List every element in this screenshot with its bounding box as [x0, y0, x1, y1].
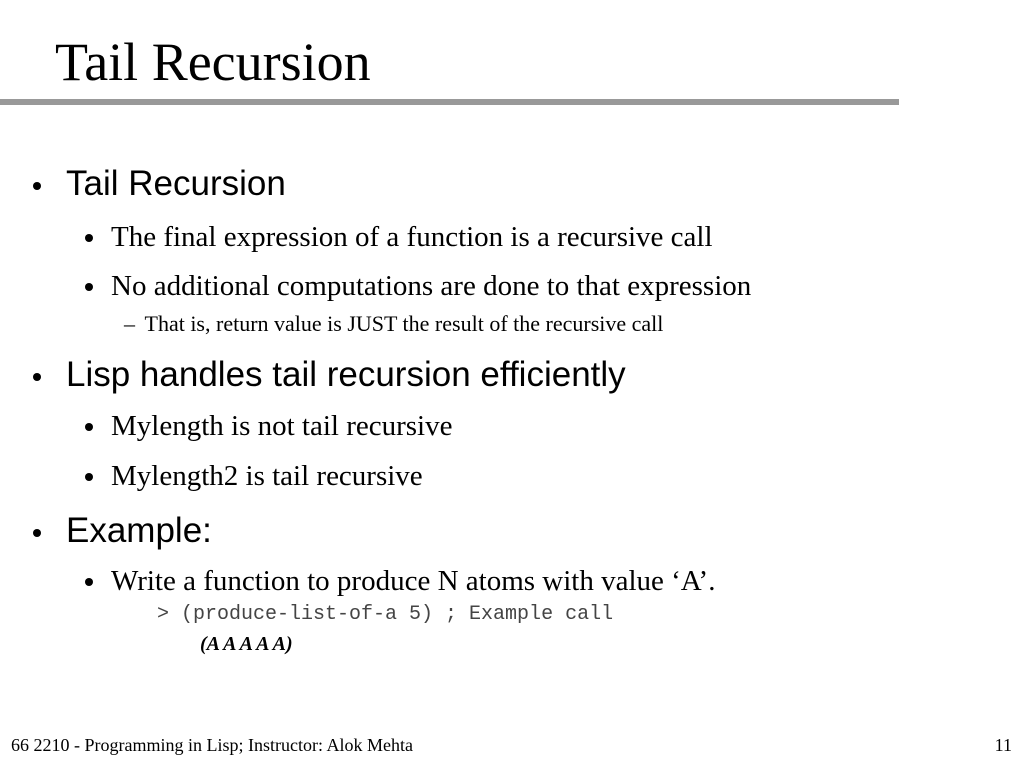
bullet-icon: [33, 373, 41, 381]
subbullet-write-function: Write a function to produce N atoms with value ‘A’.: [111, 565, 716, 597]
bullet-tail-recursion: Tail Recursion: [66, 164, 286, 203]
subbullet-no-additional-computations: No additional computations are done to that expression: [111, 270, 752, 302]
bullet-icon: [85, 283, 93, 291]
bullet-icon: [85, 578, 93, 586]
bullet-icon: [33, 182, 41, 190]
bullet-icon: [85, 234, 93, 242]
dash-marker: –: [124, 311, 135, 336]
dash-item-text: That is, return value is JUST the result of the recursive call: [144, 311, 664, 336]
bullet-icon: [85, 423, 93, 431]
code-example-result: (A A A A A): [200, 633, 293, 655]
title-underline: [0, 99, 899, 105]
bullet-lisp-handles: Lisp handles tail recursion efficiently: [66, 355, 626, 394]
code-example-call: > (produce-list-of-a 5) ; Example call: [157, 603, 614, 626]
subbullet-mylength2: Mylength2 is tail recursive: [111, 460, 423, 492]
slide-title: Tail Recursion: [55, 32, 371, 92]
footer-page-number: 11: [994, 735, 1012, 755]
bullet-example: Example:: [66, 511, 212, 550]
dash-item: [124, 311, 663, 337]
subbullet-final-expression: The final expression of a function is a recursive call: [111, 221, 713, 253]
bullet-icon: [85, 473, 93, 481]
bullet-icon: [33, 529, 41, 537]
footer-course: 66 2210 - Programming in Lisp; Instructor: Alok Mehta: [11, 735, 413, 755]
subbullet-mylength: Mylength is not tail recursive: [111, 410, 453, 442]
